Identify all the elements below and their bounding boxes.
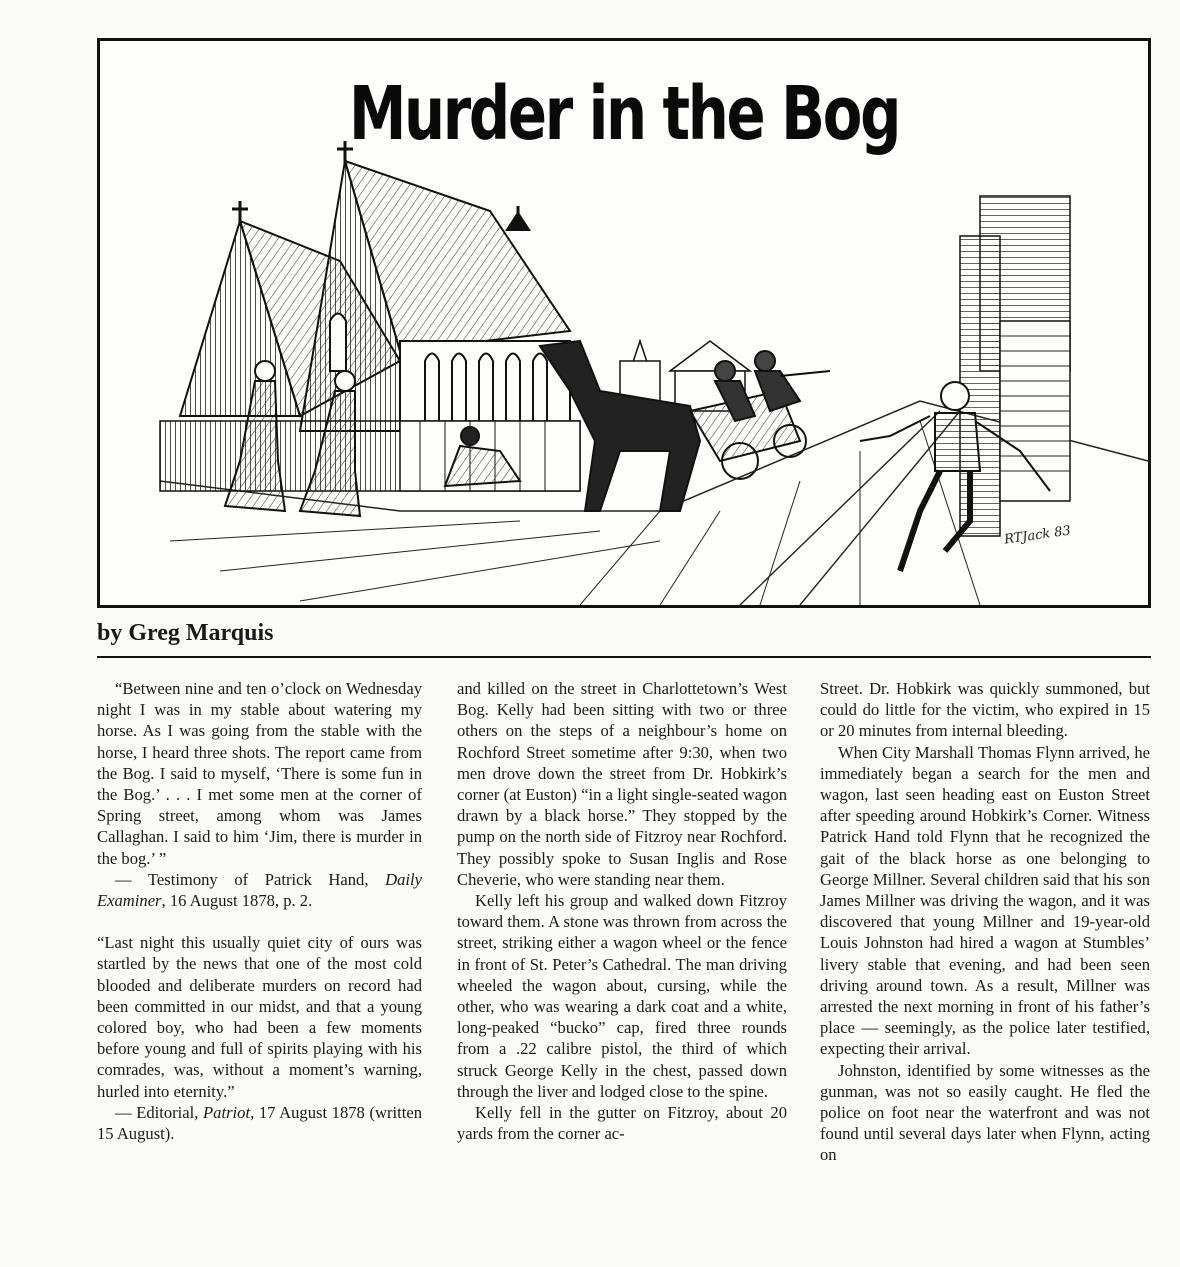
testimony-quote: “Between nine and ten o’clock on Wednesday night I was in my stable about watering my horse. As I was going from the stable with the horse, I heard three shots. The report came from the Bog. I said to myself, ‘There is some fun in the Bog.’ . . . I met some men at the corner of Spring street, among whom was James Callaghan. I said to him ‘Jim, there is murder in the bog.’ ” bbox=[97, 679, 422, 868]
paragraph: Kelly left his group and walked down Fitzroy toward them. A stone was thrown from across the street, striking either a wagon wheel or the fence in front of St. Peter’s Cathedral. The man driving wheeled the wagon about, cursing, while the other, who was wearing a dark coat and a white, long-peaked “bucko” cap, fired three rounds from a .22 calibre pistol, the third of which struck George Kelly in the chest, passed down through the liver and lodged close to the spine. bbox=[457, 891, 787, 1101]
byline: by Greg Marquis bbox=[97, 620, 274, 646]
testimony-source: — Testimony of Patrick Hand, Daily Examiner, 16 August 1878, p. 2. bbox=[97, 869, 422, 911]
headline: Murder in the Bog bbox=[348, 71, 900, 157]
editorial-source: — Editorial, Patriot, 17 August 1878 (written 15 August). bbox=[97, 1102, 422, 1144]
tall-building bbox=[960, 196, 1070, 536]
paragraph: and killed on the street in Charlottetown’s West Bog. Kelly had been sitting with two or three others on the steps of a neighbour’s home on Rochford Street sometime after 9:30, when two men drove down the street from Dr. Hobkirk’s corner (at Euston) “in a light single-seated wagon drawn by a black horse.” They stopped by the pump on the north side of Fitzroy near Rochford. They possibly spoke to Susan Inglis and Rose Cheverie, who were standing near them. bbox=[457, 679, 787, 889]
church-illustration bbox=[160, 141, 580, 491]
paragraph: When City Marshall Thomas Flynn arrived, he immediately began a search for the men and wagon, last seen heading east on Euston Street after speeding around Hobkirk’s Corner. Witness Patrick Hand told Flynn that he recognized the gait of the black horse as one belonging to George Millner. Several children said that his son James Millner was driving the wagon, and it was discovered that young Millner and 19-year-old Louis Johnston had hired a wagon at Stumbles’ livery stable that evening, and had been seen driving around town. As a result, Millner was arrested the next morning in front of his father’s place — seemingly, as the police later testified, expecting their arrival. bbox=[820, 742, 1150, 1059]
divider-rule bbox=[97, 656, 1151, 658]
column-1 bbox=[97, 678, 422, 1144]
column-2 bbox=[457, 678, 787, 1144]
illustration-frame bbox=[97, 38, 1151, 608]
publication-name: Daily Examiner bbox=[97, 869, 422, 911]
paragraph: Kelly fell in the gutter on Fitzroy, about 20 yards from the corner ac- bbox=[457, 1103, 787, 1144]
paragraph: Street. Dr. Hobkirk was quickly summoned, but could do little for the victim, who expired in 15 or 20 minutes from internal bleeding. bbox=[820, 679, 1150, 741]
paragraph: Johnston, identified by some witnesses as the gunman, was not so easily caught. He fled the police on foot near the waterfront and was not found until several days later when Flynn, acting on bbox=[820, 1060, 1150, 1165]
editorial-quote: “Last night this usually quiet city of ours was startled by the news that one of the most cold blooded and deliberate murders on record had been committed in our midst, and that a young colored boy, who had been a few moments before young and full of spirits playing with his comrades, was, without a moment’s warning, hurled into eternity.” bbox=[97, 933, 422, 1101]
column-3 bbox=[820, 678, 1150, 1166]
publication-name: Patriot bbox=[203, 1102, 251, 1122]
artist-signature: RTJack 83 bbox=[1003, 523, 1072, 548]
